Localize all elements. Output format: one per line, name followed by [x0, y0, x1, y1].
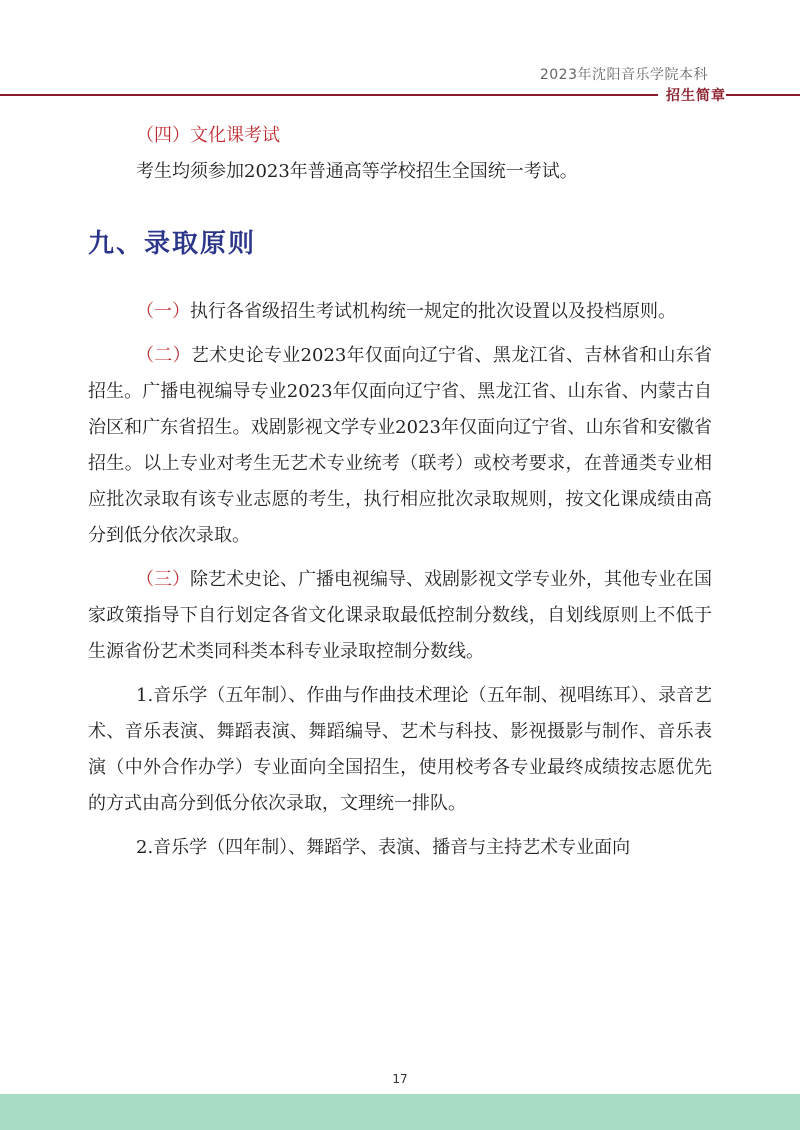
paragraph-item-2: [88, 338, 712, 554]
paragraph-point-1: 1.音乐学（五年制）、作曲与作曲技术理论（五年制、视唱练耳）、录音艺术、音乐表演、舞蹈表演、舞蹈编导、艺术与科技、影视摄影与制作、音乐表演（中外合作办学）专业面向全国招生，使用校考各专业最终成绩按志愿优先的方式由高分到低分依次录取，文理统一排队。: [88, 685, 712, 814]
item-1-marker: （一）: [136, 301, 190, 322]
footer-band: [0, 1094, 800, 1130]
item-2-marker: （二）: [136, 345, 191, 366]
paragraph-item-3: [88, 562, 712, 670]
sub-heading-culture-exam: （四）文化课考试: [136, 125, 280, 146]
page-number: 17: [392, 1072, 408, 1086]
item-3-marker: （三）: [136, 569, 190, 590]
item-1-text: 执行各省级招生考试机构统一规定的批次设置以及投档原则。: [190, 301, 676, 322]
item-2-text: 艺术史论专业2023年仅面向辽宁省、黑龙江省、吉林省和山东省招生。广播电视编导专业2023年仅面向辽宁省、黑龙江省、山东省、内蒙古自治区和广东省招生。戏剧影视文学专业2023年仅面向辽宁省、山东省和安徽省招生。以上专业对考生无艺术专业统考（联考）或校考要求，在普通类专业相应批次录取有该专业志愿的考生，执行相应批次录取规则，按文化课成绩由高分到低分依次录取。: [88, 345, 713, 546]
header-tag: 招生简章: [658, 85, 726, 105]
paragraph-culture-exam: 考生均须参加2023年普通高等学校招生全国统一考试。: [136, 161, 578, 182]
header-title: 2023年沈阳音乐学院本科: [539, 67, 708, 83]
section-heading-admission-principles: 九、录取原则: [88, 229, 257, 259]
item-3-text: 除艺术史论、广播电视编导、戏剧影视文学专业外，其他专业在国家政策指导下自行划定各省文化课录取最低控制分数线，自划线原则上不低于生源省份艺术类同科类本科专业录取控制分数线。: [88, 569, 712, 662]
paragraph-point-2: 2.音乐学（四年制）、舞蹈学、表演、播音与主持艺术专业面向: [136, 837, 631, 858]
document-body: [88, 118, 712, 866]
paragraph-item-1: [88, 294, 712, 330]
